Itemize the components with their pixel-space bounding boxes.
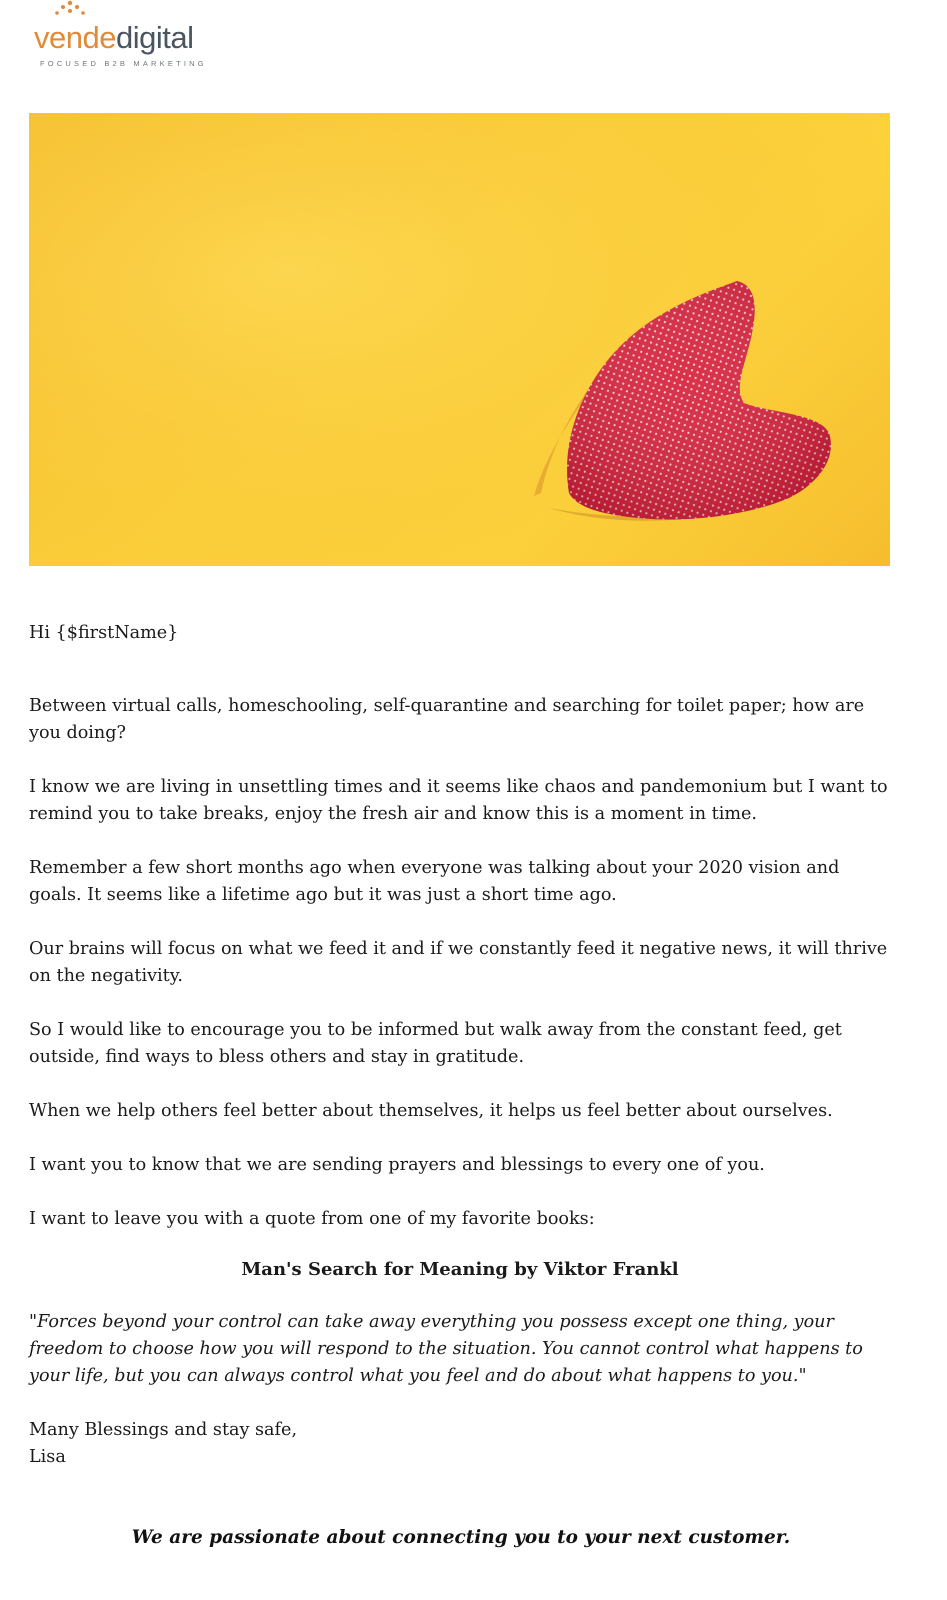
hero-image [29, 113, 890, 566]
paragraph: I know we are living in unsettling times and it seems like chaos and pandemonium but I want to remind you to take breaks, enjoy the fresh air and know this is a moment in time. [29, 777, 888, 824]
paragraph: I want you to know that we are sending prayers and blessings to every one of you. [29, 1155, 765, 1175]
paragraph: So I would like to encourage you to be informed but walk away from the constant feed, get outside, find ways to bless others and stay in gratitude. [29, 1020, 842, 1067]
paragraph: Our brains will focus on what we feed it and if we constantly feed it negative news, it will thrive on the negativity. [29, 939, 888, 986]
paragraph: Remember a few short months ago when everyone was talking about your 2020 vision and goals. It seems like a lifetime ago but it was just a short time ago. [29, 858, 840, 905]
logo-tagline: FOCUSED B2B MARKETING [40, 59, 207, 68]
vendedigital-logo[interactable] [34, 0, 234, 72]
signoff: Many Blessings and stay safe, [29, 1420, 298, 1440]
book-title: Man's Search for Meaning by Viktor Frankl [241, 1259, 679, 1280]
quote: "Forces beyond your control can take away everything you possess except one thing, your freedom to choose how you will respond to the situation. You cannot control what happens to your life, but you can always control what you feel and do about what happens to you." [29, 1312, 863, 1386]
footer-tagline: We are passionate about connecting you to your next customer. [131, 1527, 791, 1548]
paragraph: When we help others feel better about themselves, it helps us feel better about ourselves. [29, 1101, 833, 1121]
logo-wordmark-digital: digital [115, 20, 194, 55]
email-body [29, 620, 891, 1471]
paragraph: Between virtual calls, homeschooling, self-quarantine and searching for toilet paper; how are you doing? [29, 696, 865, 743]
signature: Lisa [29, 1447, 66, 1467]
paragraph: I want to leave you with a quote from one of my favorite books: [29, 1209, 595, 1229]
logo-wordmark-vende: vende [34, 20, 116, 55]
greeting: Hi {$firstName} [29, 623, 179, 643]
logo-wordmark [34, 20, 193, 56]
heart-pillow-icon [29, 113, 890, 566]
logo-dots-icon [44, 0, 94, 22]
